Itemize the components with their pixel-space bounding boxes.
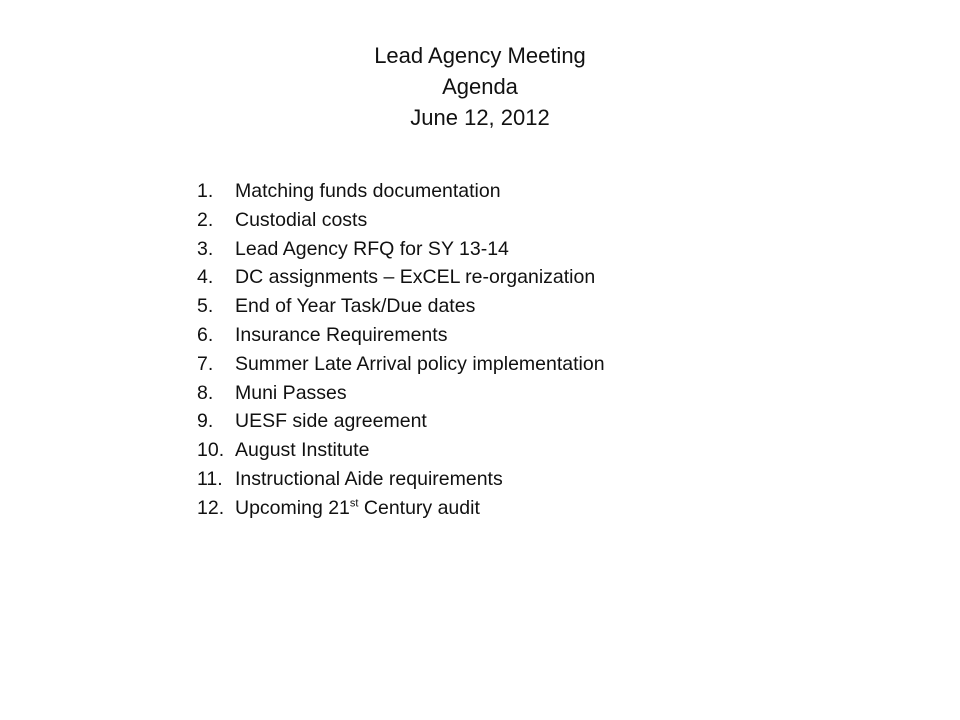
- agenda-item-number: 9.: [197, 410, 214, 433]
- agenda-item-text-before: Upcoming 21: [235, 496, 350, 519]
- agenda-item: [197, 292, 605, 321]
- agenda-item: [197, 206, 605, 235]
- agenda-item-number: 5.: [197, 295, 214, 318]
- agenda-item-text-after: Century audit: [358, 496, 480, 519]
- agenda-item-text: UESF side agreement: [235, 410, 427, 433]
- agenda-item-number: 11.: [197, 467, 223, 490]
- agenda-item: [197, 321, 605, 350]
- agenda-item: [197, 494, 605, 523]
- agenda-item: [197, 465, 605, 494]
- agenda-item-text: Matching funds documentation: [235, 180, 501, 202]
- agenda-item-text: Lead Agency RFQ for SY 13-14: [235, 237, 509, 260]
- agenda-item-number: 4.: [197, 266, 214, 289]
- agenda-list: [197, 177, 605, 523]
- agenda-item-text: Summer Late Arrival policy implementation: [235, 352, 605, 375]
- agenda-item-text: August Institute: [235, 439, 370, 462]
- agenda-item-number: 3.: [197, 237, 214, 260]
- agenda-item: [197, 177, 605, 206]
- agenda-item-text: Insurance Requirements: [235, 323, 448, 346]
- agenda-item: [197, 235, 605, 264]
- agenda-item-number: 2.: [197, 208, 214, 231]
- ordinal-superscript: st: [349, 497, 359, 510]
- agenda-item-number: 12.: [197, 496, 225, 519]
- agenda-item-text: Instructional Aide requirements: [235, 467, 503, 490]
- agenda-item-number: 6.: [197, 323, 214, 346]
- agenda-item-text: [235, 497, 480, 519]
- agenda-item-text: Custodial costs: [235, 208, 368, 231]
- agenda-item-number: 8.: [197, 381, 214, 404]
- title-line-agenda: Agenda: [442, 74, 518, 99]
- slide-title: [0, 40, 960, 133]
- agenda-item: [197, 379, 605, 408]
- title-line-date: June 12, 2012: [410, 105, 550, 130]
- title-line-meeting: Lead Agency Meeting: [374, 43, 586, 68]
- agenda-item-text: Muni Passes: [235, 381, 347, 404]
- agenda-item-number: 10.: [197, 439, 225, 462]
- agenda-item: [197, 407, 605, 436]
- agenda-item: [197, 436, 605, 465]
- agenda-item-number: 1.: [197, 180, 214, 202]
- agenda-item-text: DC assignments – ExCEL re-organization: [235, 266, 596, 289]
- agenda-item-number: 7.: [197, 352, 214, 375]
- agenda-item-text: End of Year Task/Due dates: [235, 295, 476, 318]
- agenda-item: [197, 350, 605, 379]
- agenda-item: [197, 263, 605, 292]
